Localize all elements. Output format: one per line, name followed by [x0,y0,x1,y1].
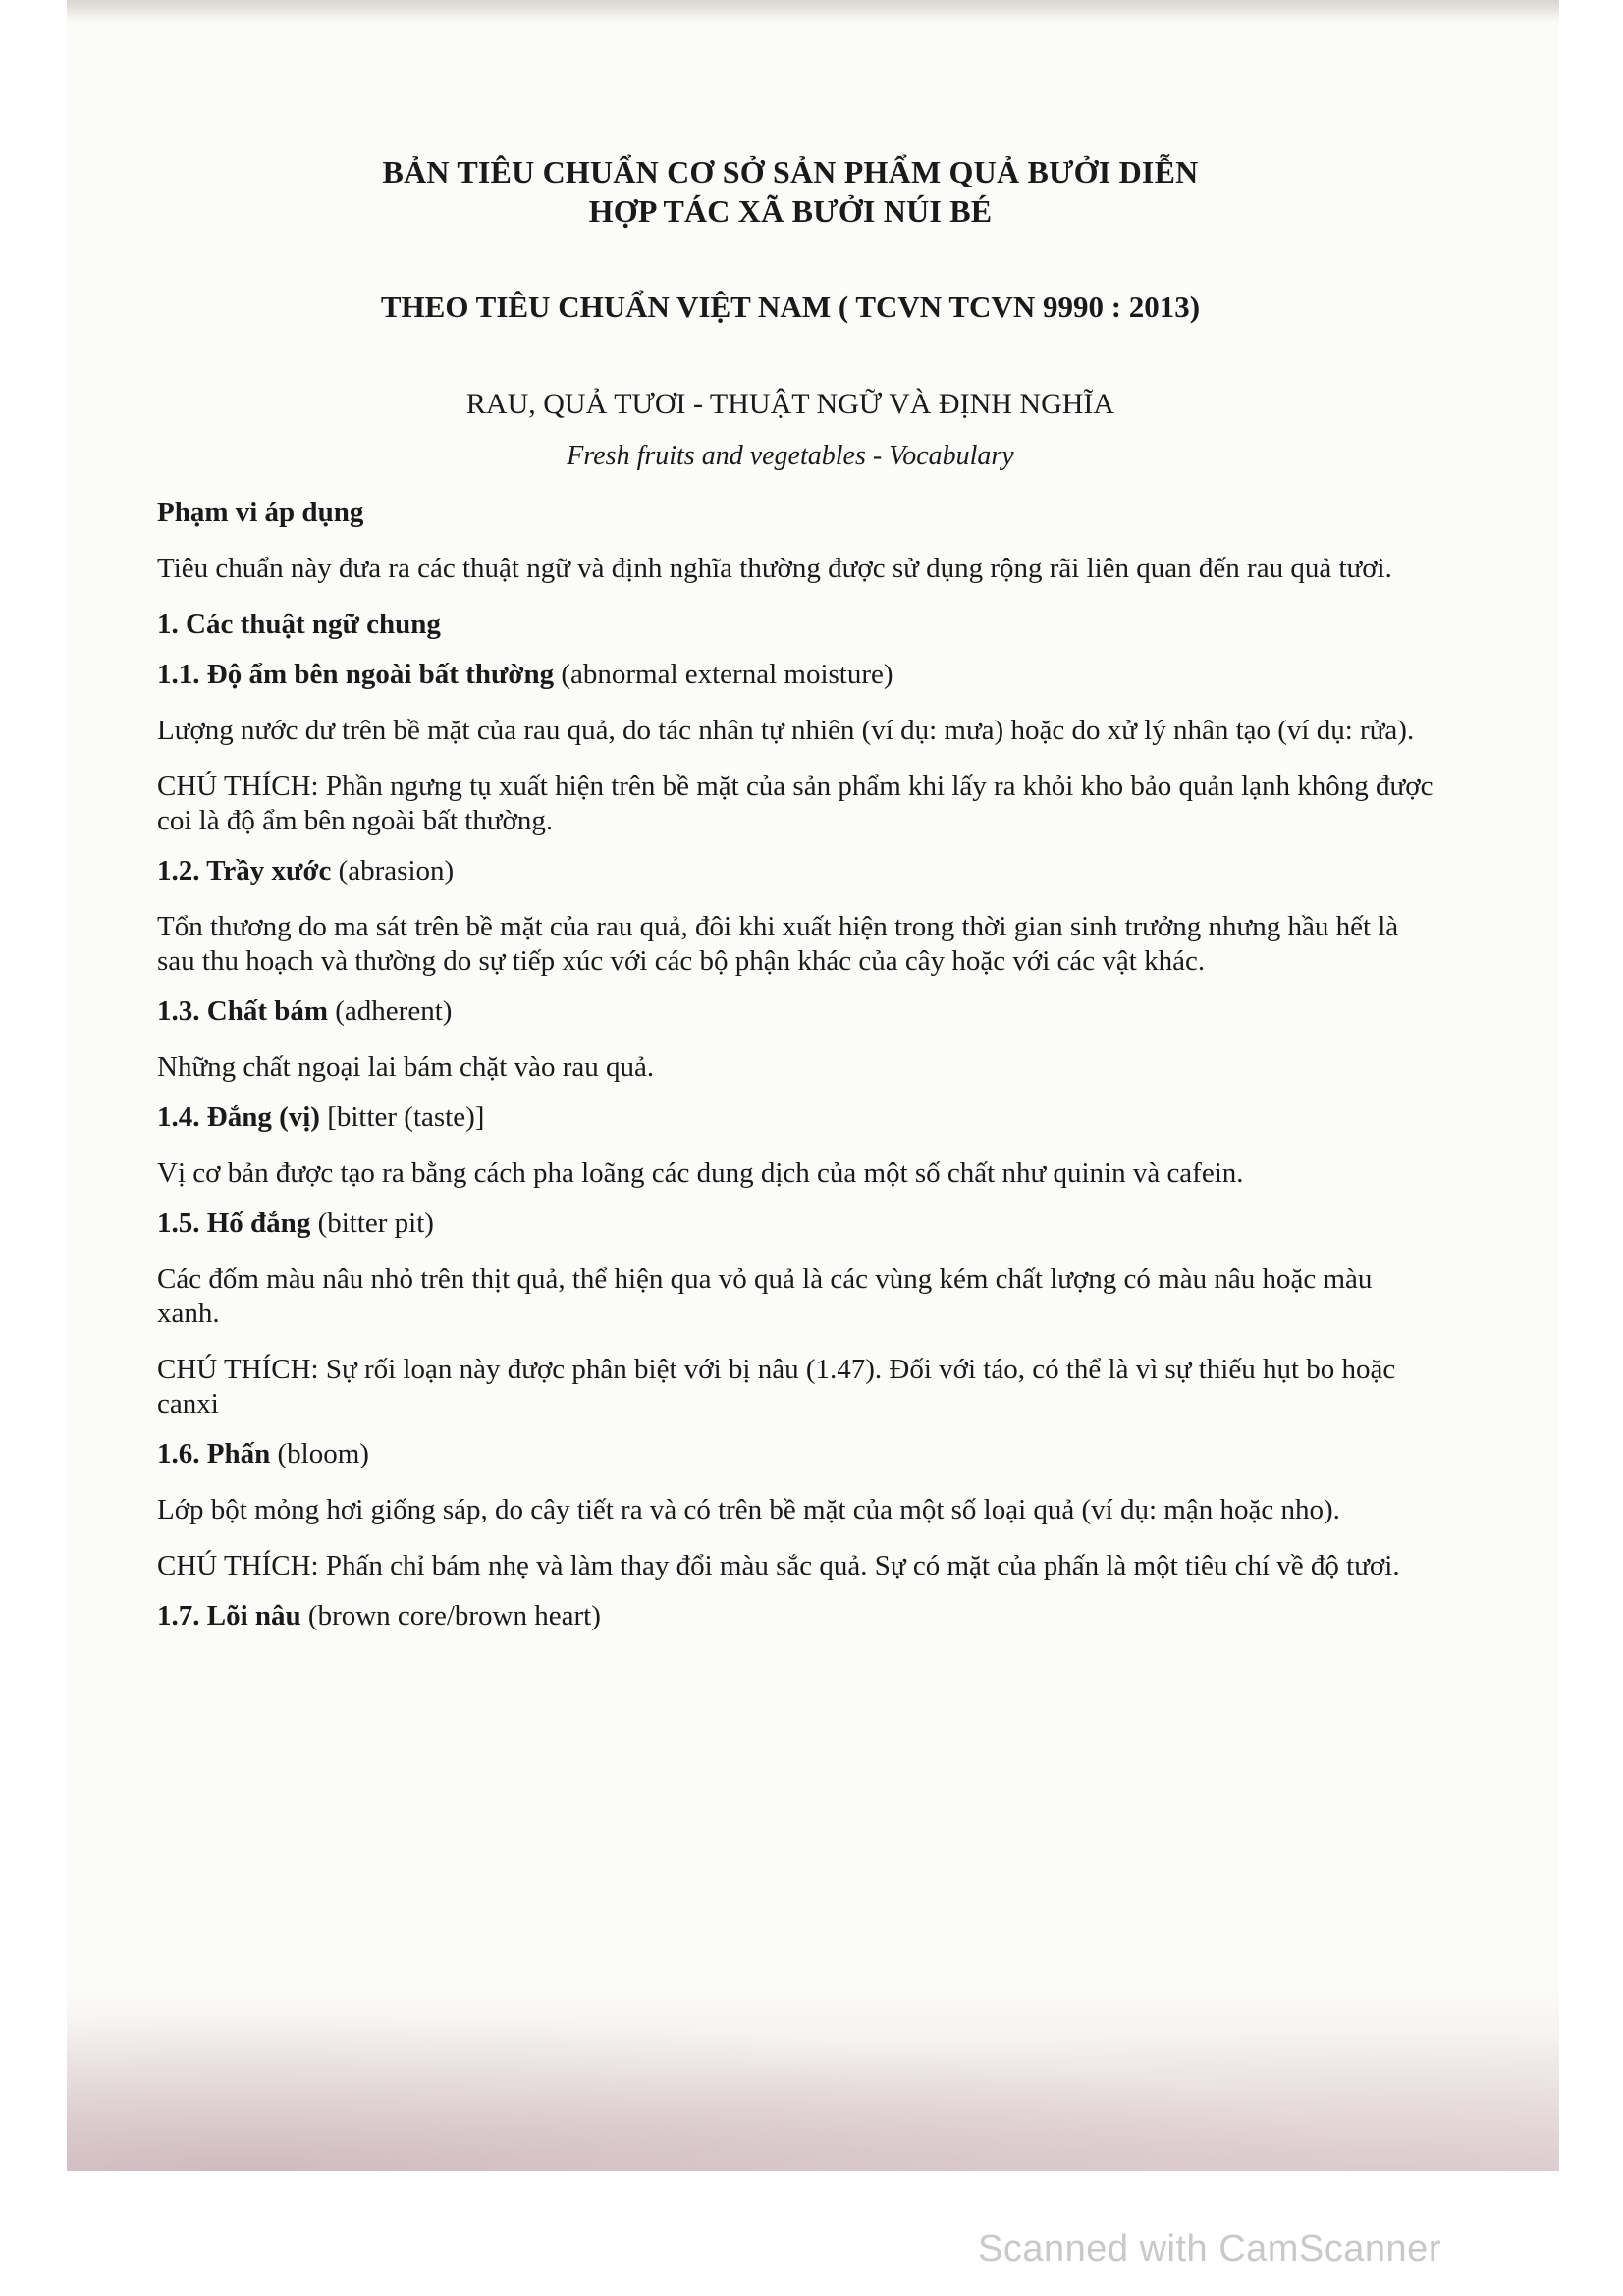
term-name: 1.6. Phấn [157,1438,271,1469]
document-title [152,152,1429,231]
term-1-4 [157,1100,1434,1135]
document-header [152,152,1429,472]
title-line-2: HỢP TÁC XÃ BƯỞI NÚI BÉ [588,193,993,229]
standard-reference: THEO TIÊU CHUẨN VIỆT NAM ( TCVN TCVN 9990 : 2013) [380,290,1201,324]
term-name: 1.3. Chất bám [157,995,329,1027]
term-english: (bitter pit) [310,1207,434,1239]
term-english: (abrasion) [331,855,455,886]
term-english: (bloom) [270,1438,369,1469]
standard-subject-english: Fresh fruits and vegetables - Vocabulary [567,441,1014,471]
term-name: 1.2. Trầy xước [157,855,332,886]
term-english: [bitter (taste)] [319,1101,485,1133]
term-name: 1.4. Đắng (vị) [157,1101,320,1133]
term-name: 1.7. Lõi nâu [157,1600,301,1631]
term-name: 1.5. Hố đắng [157,1207,311,1239]
term-1-4-definition: Vị cơ bản được tạo ra bằng cách pha loãng các dung dịch của một số chất như quinin và cafein. [157,1157,1244,1189]
term-1-3-definition: Những chất ngoại lai bám chặt vào rau quả. [157,1051,655,1083]
term-1-5-note: CHÚ THÍCH: Sự rối loạn này được phân biệt với bị nâu (1.47). Đối với táo, có thể là vì sự thiếu hụt bo hoặc canxi [157,1354,1396,1419]
term-1-1 [157,658,1434,692]
term-1-6-definition: Lớp bột mỏng hơi giống sáp, do cây tiết ra và có trên bề mặt của một số loại quả (ví dụ: mận hoặc nho). [157,1494,1340,1525]
scope-text: Tiêu chuẩn này đưa ra các thuật ngữ và định nghĩa thường được sử dụng rộng rãi liên quan đến rau quả tươi. [157,553,1392,584]
term-english: (brown core/brown heart) [300,1600,601,1631]
term-1-7 [157,1599,1434,1633]
scope-heading: Phạm vi áp dụng [157,497,364,528]
document-body [157,496,1434,1633]
term-1-2-definition: Tổn thương do ma sát trên bề mặt của rau quả, đôi khi xuất hiện trong thời gian sinh trưởng nhưng hầu hết là sau thu hoạch và thường do sự tiếp xúc với các bộ phận khác của cây hoặc với các vật khác. [157,911,1399,977]
term-1-6 [157,1437,1434,1471]
term-1-5 [157,1206,1434,1241]
term-1-5-definition: Các đốm màu nâu nhỏ trên thịt quả, thể hiện qua vỏ quả là các vùng kém chất lượng có màu nâu hoặc màu xanh. [157,1263,1373,1329]
term-1-1-note: CHÚ THÍCH: Phần ngưng tụ xuất hiện trên bề mặt của sản phẩm khi lấy ra khỏi kho bảo quản lạnh không được coi là độ ẩm bên ngoài bất thường. [157,771,1434,836]
term-name: 1.1. Độ ẩm bên ngoài bất thường [157,659,555,690]
term-english: (abnormal external moisture) [554,659,893,690]
title-line-1: BẢN TIÊU CHUẨN CƠ SỞ SẢN PHẨM QUẢ BƯỞI DIỄN [382,154,1199,189]
camscanner-watermark: Scanned with CamScanner [978,2228,1441,2269]
term-1-2 [157,854,1434,888]
term-english: (adherent) [328,995,453,1027]
term-1-3 [157,994,1434,1029]
term-1-1-definition: Lượng nước dư trên bề mặt của rau quả, do tác nhân tự nhiên (ví dụ: mưa) hoặc do xử lý nhân tạo (ví dụ: rửa). [157,715,1415,746]
section-1-heading: 1. Các thuật ngữ chung [157,609,441,640]
term-1-6-note: CHÚ THÍCH: Phấn chỉ bám nhẹ và làm thay đổi màu sắc quả. Sự có mặt của phấn là một tiêu chí về độ tươi. [157,1550,1400,1581]
standard-subject: RAU, QUẢ TƯƠI - THUẬT NGỮ VÀ ĐỊNH NGHĨA [465,388,1115,420]
